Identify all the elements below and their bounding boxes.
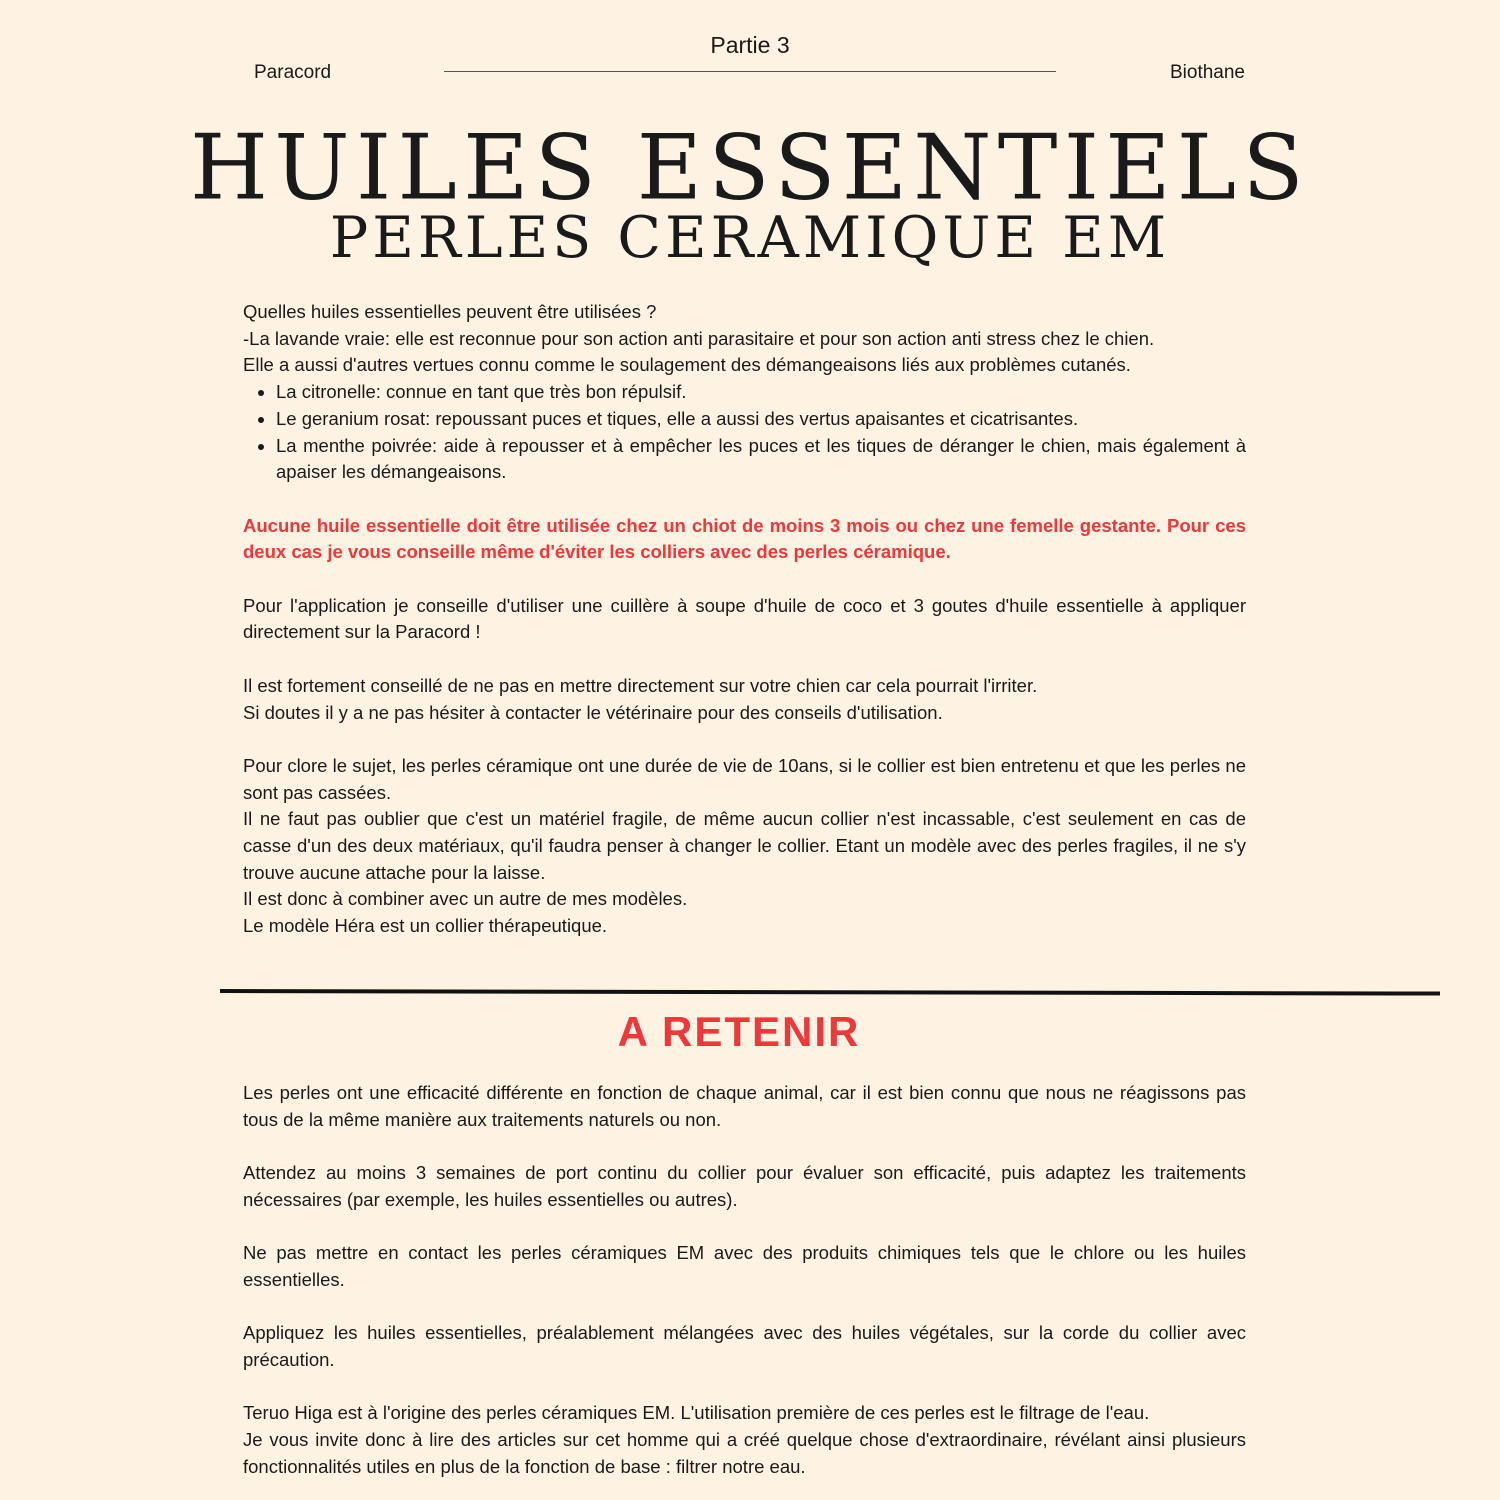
advice-paragraph: Il est fortement conseillé de ne pas en mettre directement sur votre chien car cela pourrait l'irriter.	[243, 674, 1038, 696]
closing-paragraph: Pour clore le sujet, les perles céramique ont une durée de vie de 10ans, si le collier est bien entretenu et que les perles ne sont pas cassées.	[243, 754, 1246, 803]
retenir-section	[243, 1080, 1246, 1480]
oils-list	[243, 379, 1246, 486]
header-part: Partie 3	[710, 32, 790, 58]
lavande-paragraph-2: Elle a aussi d'autres vertues connu comme le soulagement des démangeaisons liés aux problèmes cutanés.	[243, 354, 1131, 376]
retenir-paragraph-1: Les perles ont une efficacité différente en fonction de chaque animal, car il est bien connu que nous ne réagissons pas tous de la même manière aux traitements naturels ou non.	[243, 1082, 1246, 1130]
retenir-paragraph-3: Ne pas mettre en contact les perles céramiques EM avec des produits chimiques tels que le chlore ou les huiles essentielles.	[243, 1242, 1246, 1290]
application-paragraph: Pour l'application je conseille d'utiliser une cuillère à soupe d'huile de coco et 3 goutes d'huile essentielle à appliquer directement sur la Paracord !	[243, 594, 1246, 643]
header-divider	[444, 71, 1056, 72]
header-left-label: Paracord	[254, 62, 332, 83]
retenir-paragraph-2: Attendez au moins 3 semaines de port continu du collier pour évaluer son efficacité, puis adaptez les traitements nécessaires (par exemple, les huiles essentielles ou autres).	[243, 1162, 1246, 1210]
list-item: • La citronelle: connue en tant que très bon répulsif.	[276, 379, 1246, 406]
list-item: • La menthe poivrée: aide à repousser et à empêcher les puces et les tiques de déranger le chien, mais également à apaiser les démangeaisons.	[276, 433, 1246, 486]
page-subtitle: PERLES CERAMIQUE EM	[329, 205, 1171, 271]
closing-paragraph-2: Il ne faut pas oublier que c'est un matériel fragile, de même aucun collier n'est incassable, c'est seulement en cas de casse d'un des deux matériaux, qu'il faudra penser à changer le collier. Etant un modèle avec des perles fragiles, il ne s'y trouve aucune attache pour la laisse.	[243, 808, 1246, 883]
header-right-label: Biothane	[1169, 62, 1245, 83]
closing-paragraph-3: Il est donc à combiner avec un autre de mes modèles.	[243, 888, 688, 910]
retenir-paragraph-6: Je vous invite donc à lire des articles sur cet homme qui a créé quelque chose d'extraordinaire, révélant ainsi plusieurs fonctionnalités utiles en plus de la fonction de base : filtrer notre eau.	[243, 1429, 1246, 1477]
retenir-paragraph-4: Appliquez les huiles essentielles, préalablement mélangées avec des huiles végétales, sur la corde du collier avec précaution.	[243, 1322, 1246, 1370]
retenir-heading: A RETENIR	[617, 1008, 861, 1055]
retenir-paragraph-5: Teruo Higa est à l'origine des perles céramiques EM. L'utilisation première de ces perles est le filtrage de l'eau.	[243, 1402, 1150, 1424]
advice-paragraph-2: Si doutes il y a ne pas hésiter à contacter le vétérinaire pour des conseils d'utilisation.	[243, 701, 943, 723]
warning-paragraph: Aucune huile essentielle doit être utilisée chez un chiot de moins 3 mois ou chez une femelle gestante. Pour ces deux cas je vous conseille même d'éviter les colliers avec des perles céramique.	[243, 514, 1246, 563]
lavande-paragraph: -La lavande vraie: elle est reconnue pour son action anti parasitaire et pour son action anti stress chez le chien.	[243, 327, 1155, 349]
section-separator	[220, 989, 1440, 996]
intro-question: Quelles huiles essentielles peuvent être utilisées ?	[243, 301, 657, 322]
page-title: HUILES ESSENTIELS	[190, 115, 1310, 221]
essential-oils-section	[243, 299, 1246, 940]
list-item: • Le geranium rosat: repoussant puces et tiques, elle a aussi des vertus apaisantes et cicatrisantes.	[276, 406, 1246, 433]
closing-paragraph-4: Le modèle Héra est un collier thérapeutique.	[243, 915, 608, 937]
